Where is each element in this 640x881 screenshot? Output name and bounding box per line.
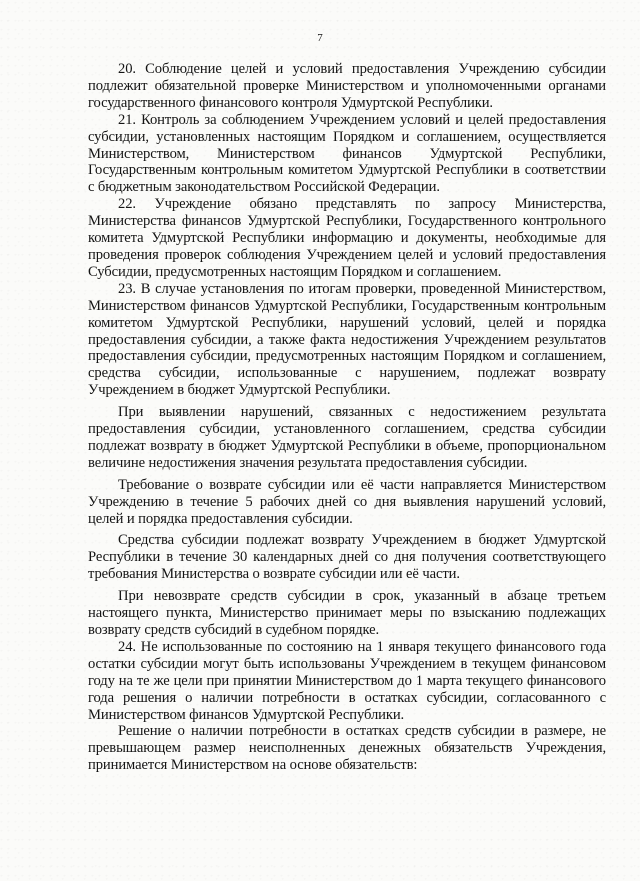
paragraph-24-part-2: Решение о наличии потребности в остатках средств субсидии в размере, не превышающем размер неисполненных денежных обязательств Учреждения, принимается Министерством на основе обязательств: (88, 723, 606, 774)
paragraph-23-part-4: Средства субсидии подлежат возврату Учреждением в бюджет Удмуртской Республики в течение 30 календарных дней со дня получения соответствующего требования Министерства о возврате субсидии или её части. (88, 532, 606, 583)
page-number: 7 (317, 32, 323, 44)
paragraph-23: 23. В случае установления по итогам проверки, проведенной Министерством, Министерством финансов Удмуртской Республики, Государственным контрольным комитетом Удмуртской Республики, нарушений условий, целей и порядка предоставления субсидии, а также факта недостижения Учреждением результатов предоставления субсидии, предусмотренных настоящим Порядком и соглашением, средства субсидии, использованные с нарушением, подлежат возврату Учреждением в бюджет Удмуртской Республики. (88, 280, 606, 399)
document-body (88, 61, 606, 774)
paragraph-23-part-5: При невозврате средств субсидии в срок, указанный в абзаце третьем настоящего пункта, Министерство принимает меры по взысканию подлежащих возврату средств субсидий в судебном порядке. (88, 588, 606, 638)
paragraph-23-part-3: Требование о возврате субсидии или её части направляется Министерством Учреждению в течение 5 рабочих дней со дня выявления нарушений условий, целей и порядка предоставления субсидии. (88, 476, 606, 527)
paragraph-22: 22. Учреждение обязано представлять по запросу Министерства, Министерства финансов Удмуртской Республики, Государственного контрольного комитета Удмуртской Республики информацию и документы, необходимые для проведения проверок соблюдения Учреждением целей и условий предоставления Субсидии, предусмотренных настоящим Порядком и соглашением. (88, 196, 606, 280)
paragraph-20: 20. Соблюдение целей и условий предоставления Учреждению субсидии подлежит обязательной проверке Министерством и уполномоченными органами государственного финансового контроля Удмуртской Республики. (88, 61, 606, 111)
paragraph-24: 24. Не использованные по состоянию на 1 января текущего финансового года остатки субсидии могут быть использованы Учреждением в текущем финансовом году на те же цели при принятии Министерством до 1 марта текущего финансового года решения о наличии потребности в остатках субсидии, согласованного с Министерством финансов Удмуртской Республики. (88, 638, 606, 723)
paragraph-23-part-2: При выявлении нарушений, связанных с недостижением результата предоставления субсидии, установленного соглашением, средства субсидии подлежат возврату в бюджет Удмуртской Республики в объеме, пропорциональном величине недостижения значения результата предоставления субсидии. (88, 404, 606, 471)
paragraph-21: 21. Контроль за соблюдением Учреждением условий и целей предоставления субсидии, установленных настоящим Порядком и соглашением, осуществляется Министерством, Министерством финансов Удмуртской Республики, Государственным контрольным комитетом Удмуртской Республики в соответствии с бюджетным законодательством Российской Федерации. (88, 111, 606, 196)
